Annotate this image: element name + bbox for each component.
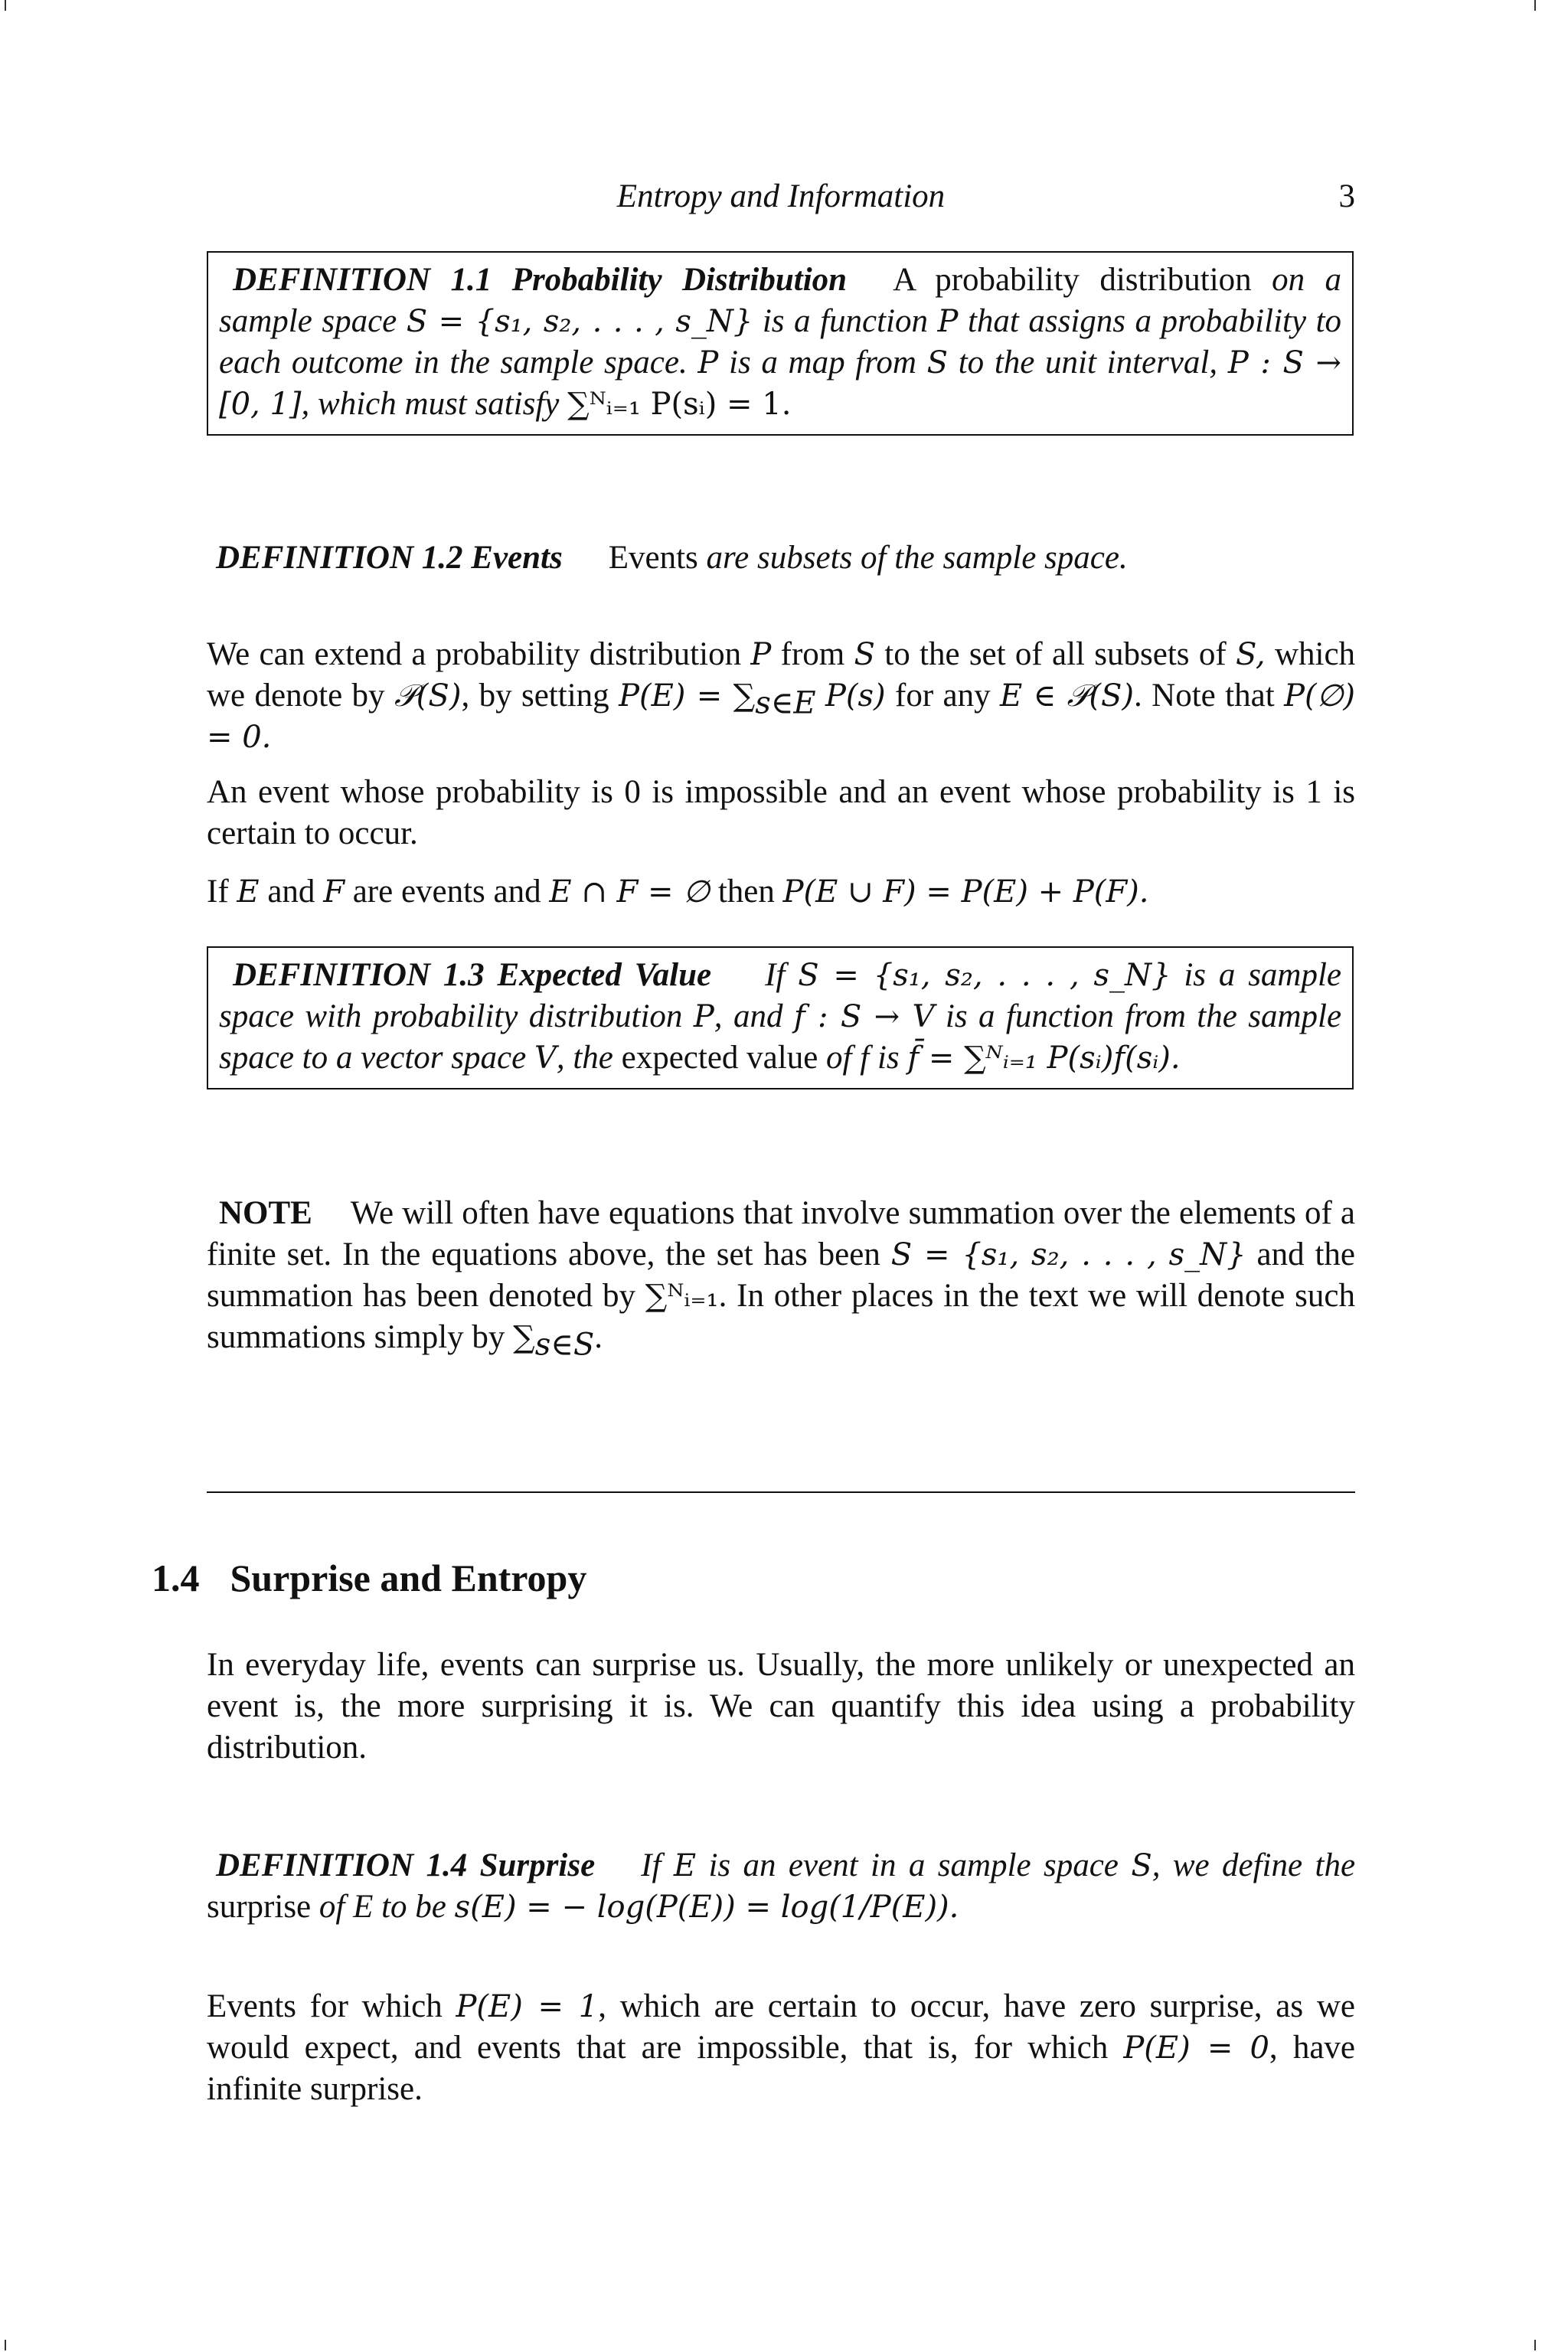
math-intersection: E ∩ F = ∅ bbox=[549, 874, 710, 910]
def-text: to the unit interval, bbox=[958, 345, 1218, 381]
text: which we denote by bbox=[207, 636, 1356, 714]
def-text: is a function bbox=[762, 303, 928, 339]
note-label: NOTE bbox=[219, 1195, 312, 1231]
definition-label: DEFINITION 1.4 Surprise bbox=[216, 1847, 596, 1883]
text: and bbox=[267, 874, 315, 910]
text: . Note bbox=[1134, 678, 1216, 714]
math-sum: ∑ᴺᵢ₌₁ bbox=[645, 1279, 719, 1314]
section-title: Surprise and Entropy bbox=[230, 1557, 587, 1599]
def-text: that assigns a probability bbox=[967, 303, 1307, 339]
section-heading bbox=[152, 1556, 586, 1600]
math-var: F bbox=[323, 874, 345, 910]
note-paragraph bbox=[207, 1193, 1356, 1363]
def-text: is a function from the sample space bbox=[219, 998, 1342, 1076]
math-map: f : S → V bbox=[793, 999, 935, 1034]
running-head bbox=[207, 178, 1355, 224]
paragraph-extend bbox=[207, 634, 1355, 758]
text: , which are certain to occur, have zero surprise, as we would expect, and events that are impossible, that is, for which bbox=[207, 1988, 1355, 2066]
math-union: P(E ∪ F) = P(E) + P(F). bbox=[782, 874, 1149, 910]
definition-label: DEFINITION 1.2 Events bbox=[216, 540, 563, 576]
def-text: of f is bbox=[826, 1040, 900, 1076]
paragraph-impossible bbox=[207, 772, 1355, 854]
math-formula: f̄ = ∑ᴺᵢ₌₁ P(sᵢ)f(sᵢ). bbox=[907, 1040, 1181, 1076]
def-text: , we define the bbox=[1152, 1847, 1356, 1883]
page-number: 3 bbox=[1338, 178, 1355, 214]
crop-mark bbox=[5, 0, 6, 11]
text: We will often have equations that involve summation over the elements of a finite set. In the equations above, the set has been bbox=[207, 1195, 1355, 1272]
running-title: Entropy and Information bbox=[616, 178, 946, 214]
crop-mark bbox=[1534, 2340, 1536, 2350]
math-set: S = {s₁, s₂, . . . , s_N} bbox=[798, 958, 1171, 993]
math-var: S, bbox=[1235, 637, 1266, 672]
def-text: , the bbox=[556, 1040, 613, 1076]
math-var: P bbox=[693, 999, 714, 1034]
math-var: S bbox=[1131, 1848, 1152, 1883]
math-formula: P(E) = 0 bbox=[1123, 2030, 1269, 2066]
text: , have infinite surprise. bbox=[207, 2030, 1356, 2107]
math-sum: ∑ᴺᵢ₌₁ P(sᵢ) = 1. bbox=[567, 387, 792, 422]
math-var: P bbox=[937, 304, 959, 339]
math-var: V bbox=[534, 1040, 557, 1076]
text: are events and bbox=[352, 874, 541, 910]
def-text: is a map from bbox=[729, 345, 916, 381]
paragraph-everyday bbox=[207, 1645, 1355, 1769]
section-number: 1.4 bbox=[152, 1557, 200, 1599]
def-text: If bbox=[765, 957, 786, 993]
def-text: are subsets of the sample space. bbox=[706, 540, 1128, 576]
paragraph-union bbox=[207, 871, 1355, 913]
def-text: to a vector space bbox=[302, 1040, 527, 1076]
def-text: , and bbox=[714, 998, 783, 1034]
def-text: is a sample space bbox=[219, 957, 1342, 1034]
definition-label: DEFINITION 1.3 Expected Value bbox=[233, 957, 712, 993]
math-set: S = {s₁, s₂, . . . , s_N} bbox=[890, 1237, 1246, 1272]
text: Events for which bbox=[207, 1988, 443, 2024]
text: then bbox=[717, 874, 775, 910]
text: that bbox=[1225, 678, 1275, 714]
defined-term: surprise bbox=[207, 1889, 312, 1925]
math-term: P(s) bbox=[825, 678, 886, 714]
def-text: , which must satisfy bbox=[301, 386, 560, 422]
def-text: If bbox=[641, 1847, 662, 1883]
definition-1-1-box bbox=[207, 251, 1354, 436]
definition-1-2 bbox=[207, 537, 1355, 579]
text: , by setting bbox=[461, 678, 609, 714]
defined-term: Events bbox=[608, 540, 698, 576]
defined-term: expected value bbox=[621, 1040, 818, 1076]
math-set: S = {s₁, s₂, . . . , s_N} bbox=[406, 304, 753, 339]
math-sum: ∑ bbox=[513, 1320, 535, 1355]
math-sum: P(E) = ∑ bbox=[619, 678, 756, 714]
section-divider bbox=[207, 1491, 1355, 1493]
def-text: sample space bbox=[219, 303, 397, 339]
text: An event whose probability is 0 is impossible and an event whose probability is 1 is certain to occur. bbox=[207, 774, 1355, 851]
math-powerset: 𝒫(S) bbox=[394, 678, 462, 714]
math-formula: s(E) = − log(P(E)) = log(1/P(E)). bbox=[454, 1890, 959, 1925]
def-text: to each outcome in the sample space. bbox=[219, 303, 1342, 381]
math-empty: P(∅) = 0. bbox=[207, 678, 1356, 755]
text: . bbox=[594, 1319, 603, 1355]
definition-1-3-box bbox=[207, 946, 1354, 1089]
text: In everyday life, events can surprise us. Usually, the more unlikely or unexpected an event is, the more surprising it is. We can quantify this idea using a probability distribution. bbox=[207, 1647, 1355, 1766]
math-subscript: s∈S bbox=[534, 1327, 595, 1363]
math-membership: E ∈ 𝒫(S) bbox=[1000, 678, 1135, 714]
def-text: of E to be bbox=[318, 1889, 446, 1925]
math-var: E bbox=[237, 874, 260, 910]
math-var: E bbox=[673, 1848, 697, 1883]
def-text: is an event in a sample space bbox=[708, 1847, 1119, 1883]
def-text: with probability distribution bbox=[305, 998, 683, 1034]
math-var: S bbox=[854, 637, 875, 672]
math-map: P : S → [0, 1] bbox=[219, 345, 1342, 422]
definition-label: DEFINITION 1.1 Probability Distribution bbox=[233, 262, 848, 298]
math-formula: P(E) = 1 bbox=[456, 1989, 599, 2024]
crop-mark bbox=[5, 2340, 6, 2350]
definition-1-4 bbox=[207, 1845, 1355, 1928]
math-var: P bbox=[750, 637, 772, 672]
defined-term: probability distribution bbox=[935, 262, 1252, 298]
text: for any bbox=[895, 678, 991, 714]
math-subscript: s∈E bbox=[755, 685, 816, 721]
text: If bbox=[207, 874, 229, 910]
text: and the summation has been denoted by bbox=[207, 1236, 1356, 1314]
paragraph-zero-surprise bbox=[207, 1986, 1355, 2110]
text: from bbox=[780, 636, 845, 672]
text: . In other places in the text we will denote such summations simply by bbox=[207, 1278, 1355, 1355]
math-var: P bbox=[697, 345, 719, 381]
text: to the set of all subsets of bbox=[884, 636, 1227, 672]
math-var: S bbox=[926, 345, 949, 381]
def-text: on a bbox=[1272, 262, 1342, 298]
def-word: A bbox=[893, 262, 915, 298]
crop-mark bbox=[1534, 0, 1536, 11]
text: We can extend a probability distribution bbox=[207, 636, 742, 672]
